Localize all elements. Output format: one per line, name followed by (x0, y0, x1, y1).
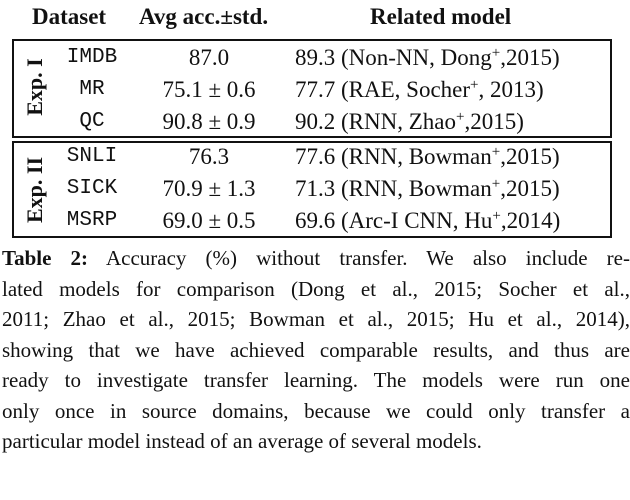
experiment-group-label-1: Exp. I (22, 58, 47, 116)
related-model-year: ,2015) (500, 176, 560, 201)
related-model-text: 71.3 (RNN, Bowman (295, 176, 492, 201)
results-table (0, 0, 630, 238)
accuracy-cell: 75.1 ± 0.6 (162, 77, 256, 102)
caption-line: ready to investigate transfer learning. The models were run one (2, 368, 630, 392)
related-model-superscript: + (491, 176, 501, 192)
related-model-year: ,2015) (500, 45, 560, 70)
related-model-superscript: + (491, 144, 501, 160)
dataset-cell: SICK (66, 177, 118, 200)
related-model-cell (295, 208, 615, 234)
related-model-cell (295, 77, 615, 103)
related-model-cell (295, 45, 615, 71)
dataset-cell: MSRP (66, 209, 118, 232)
dataset-cell: MR (79, 78, 105, 101)
header-avg-acc: Avg acc.±std. (139, 4, 269, 29)
caption-label: Table 2: (2, 246, 89, 270)
table-row (0, 173, 630, 205)
accuracy-cell: 87.0 (188, 45, 230, 70)
header-dataset: Dataset (32, 4, 107, 29)
related-model-text: 69.6 (Arc-I CNN, Hu (295, 208, 493, 233)
related-model-cell (295, 109, 615, 135)
caption-line: showing that we have achieved comparable results, and thus are (2, 337, 630, 362)
related-model-text: 77.7 (RAE, Socher (295, 77, 471, 102)
table-row (0, 141, 630, 173)
related-model-text: 90.2 (RNN, Zhao (295, 109, 456, 134)
table-row (0, 74, 630, 106)
experiment-group-label-2: Exp. II (22, 156, 47, 224)
related-model-year: ,2014) (500, 208, 561, 233)
related-model-year: ,2015) (500, 144, 560, 169)
dataset-cell: IMDB (66, 46, 118, 69)
table-row (0, 42, 630, 74)
caption-line: only once in source domains, because we could only transfer a (2, 398, 630, 423)
related-model-year: , 2013) (478, 77, 544, 102)
accuracy-cell: 70.9 ± 1.3 (162, 176, 256, 201)
accuracy-cell: 69.0 ± 0.5 (162, 208, 256, 233)
related-model-superscript: + (491, 45, 501, 61)
table-row (0, 205, 630, 237)
related-model-cell (295, 176, 615, 202)
related-model-superscript: + (470, 77, 479, 93)
table-row (0, 106, 630, 138)
related-model-superscript: + (492, 208, 501, 224)
header-related-model: Related model (370, 4, 512, 29)
caption-line: 2011; Zhao et al., 2015; Bowman et al., 2015; Hu et al., 2014), (2, 307, 630, 331)
dataset-cell: SNLI (66, 145, 118, 168)
accuracy-cell: 76.3 (188, 144, 230, 169)
related-model-superscript: + (455, 109, 465, 125)
related-model-cell (295, 144, 615, 170)
caption-line: particular model instead of an average of several models. (2, 429, 482, 453)
caption-line: lated models for comparison (Dong et al., 2015; Socher et al., (2, 276, 630, 301)
caption-text: Accuracy (%) without transfer. We also include re- (88, 246, 630, 270)
related-model-text: 89.3 (Non-NN, Dong (295, 45, 492, 70)
accuracy-cell: 90.8 ± 0.9 (162, 109, 256, 134)
caption-line (2, 243, 630, 274)
related-model-text: 77.6 (RNN, Bowman (295, 144, 492, 169)
table-caption (2, 243, 630, 457)
dataset-cell: QC (79, 110, 105, 133)
table-header-row (0, 0, 630, 34)
related-model-year: ,2015) (464, 109, 524, 134)
